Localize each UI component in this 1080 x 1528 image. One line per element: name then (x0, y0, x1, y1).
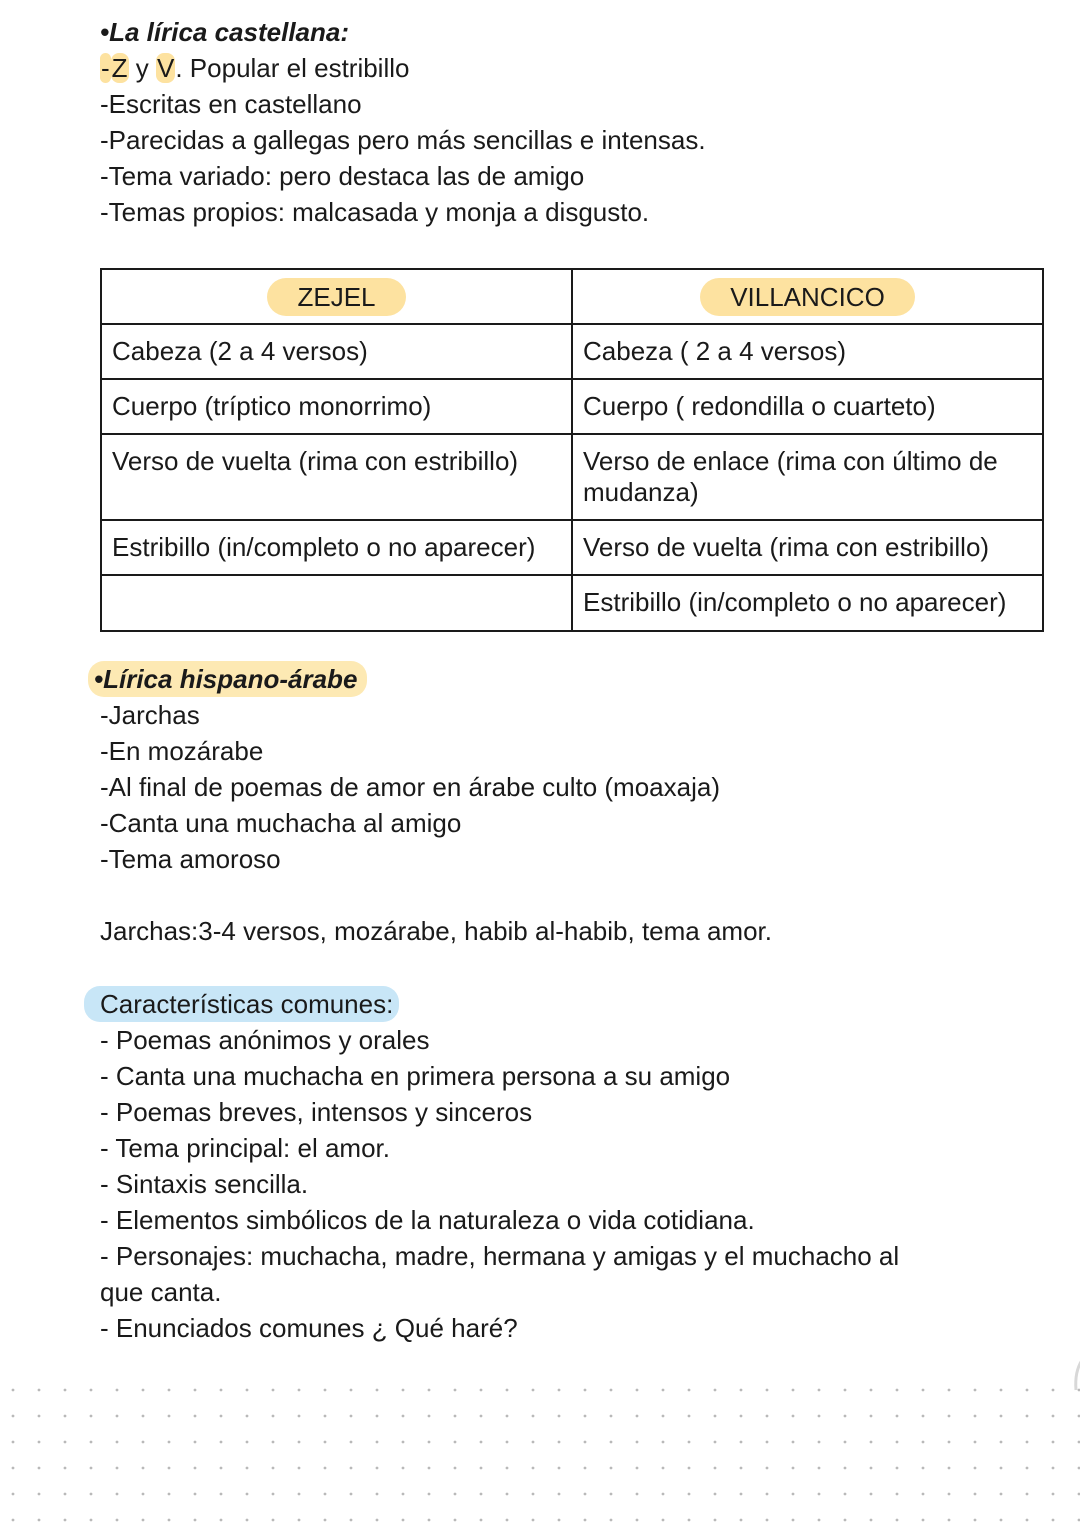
dot-grid-background (0, 1378, 1080, 1528)
castellana-section (100, 14, 706, 230)
villancico-cell: Cuerpo ( redondilla o cuarteto) (572, 379, 1043, 434)
highlight-dash: - (101, 53, 110, 83)
hispano-line: -Canta una muchacha al amigo (100, 808, 462, 838)
hispano-line: -Al final de poemas de amor en árabe culto (moaxaja) (100, 772, 720, 802)
castellana-heading: •La lírica castellana: (100, 17, 350, 47)
comunes-line: - Tema principal: el amor. (100, 1133, 390, 1163)
zejel-cell: Verso de vuelta (rima con estribillo) (101, 434, 572, 520)
comunes-line: - Canta una muchacha en primera persona a su amigo (100, 1061, 731, 1091)
table-row (101, 520, 1043, 575)
table-header-cell (101, 269, 572, 324)
comunes-line: - Poemas anónimos y orales (100, 1025, 430, 1055)
table-row (101, 324, 1043, 379)
zejel-cell: Cabeza (2 a 4 versos) (101, 324, 572, 379)
zejel-header: ZEJEL (267, 278, 405, 316)
zejel-villancico-table (100, 268, 1044, 632)
villancico-cell: Verso de vuelta (rima con estribillo) (572, 520, 1043, 575)
hispano-arabe-heading: •Lírica hispano-árabe (88, 661, 367, 697)
castellana-line: -Tema variado: pero destaca las de amigo (100, 161, 585, 191)
comunes-line: - Sintaxis sencilla. (100, 1169, 309, 1199)
comunes-line: - Elementos simbólicos de la naturaleza o vida cotidiana. (100, 1205, 755, 1235)
comunes-line: - Enunciados comunes ¿ Qué haré? (100, 1313, 518, 1343)
page-curl-icon (1066, 1340, 1080, 1400)
villancico-header: VILLANCICO (700, 278, 915, 316)
castellana-line: -Temas propios: malcasada y monja a disgusto. (100, 197, 650, 227)
villancico-cell: Estribillo (in/completo o no aparecer) (572, 575, 1043, 631)
comunes-line: - Poemas breves, intensos y sinceros (100, 1097, 533, 1127)
castellana-line: -Escritas en castellano (100, 89, 362, 119)
comunes-line: que canta. (100, 1277, 222, 1307)
villancico-cell: Verso de enlace (rima con último de mudanza) (572, 434, 1043, 520)
jarchas-summary: Jarchas:3-4 versos, mozárabe, habib al-habib, tema amor. (100, 916, 773, 946)
table-row (101, 575, 1043, 631)
text-y: y (128, 53, 157, 83)
hispano-line: -Tema amoroso (100, 844, 281, 874)
table-row (101, 434, 1043, 520)
zejel-cell: Cuerpo (tríptico monorrimo) (101, 379, 572, 434)
text-popular: . Popular el estribillo (175, 53, 410, 83)
zejel-cell: Estribillo (in/completo o no aparecer) (101, 520, 572, 575)
table-header-row (101, 269, 1043, 324)
highlight-v: V (157, 53, 175, 83)
castellana-line-popular (100, 50, 706, 86)
comunes-heading: Características comunes: (84, 986, 399, 1022)
table-header-cell (572, 269, 1043, 324)
hispano-line: -En mozárabe (100, 736, 264, 766)
table-row (101, 379, 1043, 434)
comunes-section (84, 986, 899, 1346)
zejel-cell (101, 575, 572, 631)
hispano-arabe-section (88, 661, 720, 877)
villancico-cell: Cabeza ( 2 a 4 versos) (572, 324, 1043, 379)
highlight-z: Z (111, 53, 128, 83)
castellana-line: -Parecidas a gallegas pero más sencillas e intensas. (100, 125, 706, 155)
hispano-line: -Jarchas (100, 700, 200, 730)
comunes-line: - Personajes: muchacha, madre, hermana y amigas y el muchacho al (100, 1241, 900, 1271)
